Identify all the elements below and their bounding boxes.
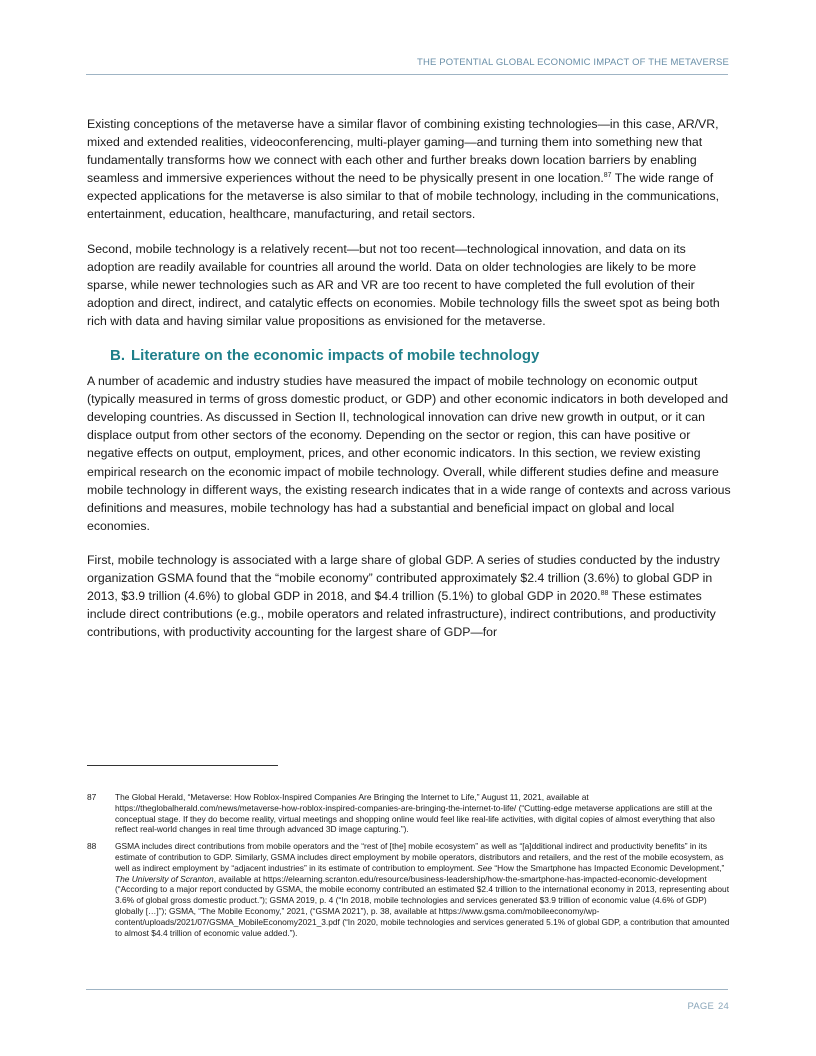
footnote-text-part: “How the Smartphone has Impacted Economic Development,”	[492, 862, 725, 873]
page-number-value: 24	[718, 1001, 729, 1012]
page-number	[688, 1001, 729, 1012]
footnote	[87, 841, 732, 938]
paragraph-text: A number of academic and industry studies have measured the impact of mobile technology on economic output (typically measured in terms of gross domestic product, or GDP) and other economic indicators in both developed and developing countries. As discussed in Section II, technological innovation can drive new growth in output, or it can displace output from other sectors of the economy. Depending on the sector or region, this can have positive or negative effects on output, employment, prices, and other economic indicators. In this section, we review existing empirical research on the economic impact of mobile technology. Overall, while different studies define and measure mobile technology in different ways, the existing research indicates that in a wide range of contexts and across various definitions and measures, mobile technology has had a substantial and beneficial impact on global and local economies.	[87, 374, 731, 533]
section-letter: B.	[110, 347, 125, 365]
footnote-ref[interactable]: 88	[600, 589, 609, 597]
footnote-ref[interactable]: 87	[603, 172, 612, 180]
footnote-text-part: , available at https://elearning.scranton.edu/resource/business-leadership/how-the-smartphone-has-impacted-economic-development (“According to a major report conducted by GSMA, the mobile economy contributed an estimated $2.4 trillion to the international economy in 2013, representing about 3.6% of global gross domestic product.”); GSMA 2019, p. 4 (“In 2018, mobile technologies and services generated $3.9 trillion of economic value (4.6% of GDP) globally […]”); GSMA, “The Mobile Economy,” 2021, (“GSMA 2021”), p. 38, available at https://www.gsma.com/mobileeconomy/wp-content/uploads/2021/07/GSMA_MobileEconomy2021_3.pdf (“In 2020, mobile technologies and services generated 5.1% of global GDP, a contribution that amounted to almost $4.4 trillion of economic value added.”).	[115, 873, 730, 938]
paragraph-text: Second, mobile technology is a relatively recent—but not too recent—technological innovation, and data on its adoption are readily available for countries all around the world. Data on older technologies are likely to be more sparse, while newer technologies such as AR and VR are too recent to have completed the full evolution of their adoption and direct, indirect, and catalytic effects on economies. Mobile technology fills the sweet spot as being both rich with data and having similar value propositions as envisioned for the metaverse.	[87, 241, 720, 328]
footnote-text-part: GSMA includes direct contributions from mobile operators and the “rest of [the] mobile ecosystem” as well as “[a]dditional indirect and productivity benefits” in its estimate of contribution to GDP. Similarly, GSMA includes direct employment by mobile operators, distributors and retailers, and the rest of the mobile ecosystem, as well as indirect employment by “adjacent industries” in its estimate of contribution to employment.	[115, 841, 724, 873]
paragraph-text: First, mobile technology is associated with a large share of global GDP. A series of studies conducted by the industry organization GSMA found that the “mobile economy” contributed approximately $2.4 trillion (3.6%) to global GDP in 2013, $3.9 trillion (4.6%) to global GDP in 2018, and $4.4 trillion (5.1%) to global GDP in 2020.	[87, 552, 720, 604]
header-divider	[86, 74, 728, 75]
footnotes	[87, 792, 732, 944]
paragraph	[87, 240, 732, 330]
paragraph	[87, 115, 732, 224]
section-title: Literature on the economic impacts of mobile technology	[131, 347, 540, 365]
paragraph-text: Existing conceptions of the metaverse have a similar flavor of combining existing technologies—in this case, AR/VR, mixed and extended realities, videoconferencing, multi-player gaming—and turning them into something new that fundamentally transforms how we connect with each other and further breaks down location barriers by enabling seamless and immersive experiences without the need to be physically present in one location.	[87, 117, 719, 186]
footnote-text: The Global Herald, “Metaverse: How Roblox-Inspired Companies Are Bringing the Internet to Life,” August 11, 2021, available at https://theglobalherald.com/news/metaverse-how-roblox-inspired-companies-are-bringing-the-internet-to-life/ (“Cutting-edge metaverse applications are still at the conceptual stage. If they do become reality, virtual meetings and shopping online would feel like real-life activities, with digital copies of almost everything that also reflect real-world changes in real time through advanced 3D image capturing.”).	[115, 792, 715, 835]
footer-divider	[86, 989, 728, 990]
running-header: THE POTENTIAL GLOBAL ECONOMIC IMPACT OF THE METAVERSE	[417, 57, 729, 68]
footnote-text	[115, 841, 732, 938]
footnote-signal: See	[477, 862, 493, 873]
footnote-divider	[87, 765, 278, 766]
paragraph	[87, 551, 732, 641]
paragraph	[87, 372, 732, 535]
page-label: PAGE	[687, 1001, 715, 1012]
section-heading	[110, 346, 732, 366]
footnote-number: 87	[87, 792, 97, 802]
main-body	[87, 115, 732, 657]
footnote-number: 88	[87, 841, 97, 852]
footnote	[87, 792, 732, 835]
footnote-source: The University of Scranton	[115, 873, 214, 884]
paragraph-text: The wide range of expected applications for the metaverse is also similar to that of mobile technology, including in the communications, entertainment, education, healthcare, manufacturing, and retail sectors.	[87, 171, 720, 222]
paragraph-text: These estimates include direct contributions (e.g., mobile operators and related infrastructure), indirect contributions, and productivity contributions, with productivity accounting for the largest share of GDP—for	[87, 589, 716, 640]
